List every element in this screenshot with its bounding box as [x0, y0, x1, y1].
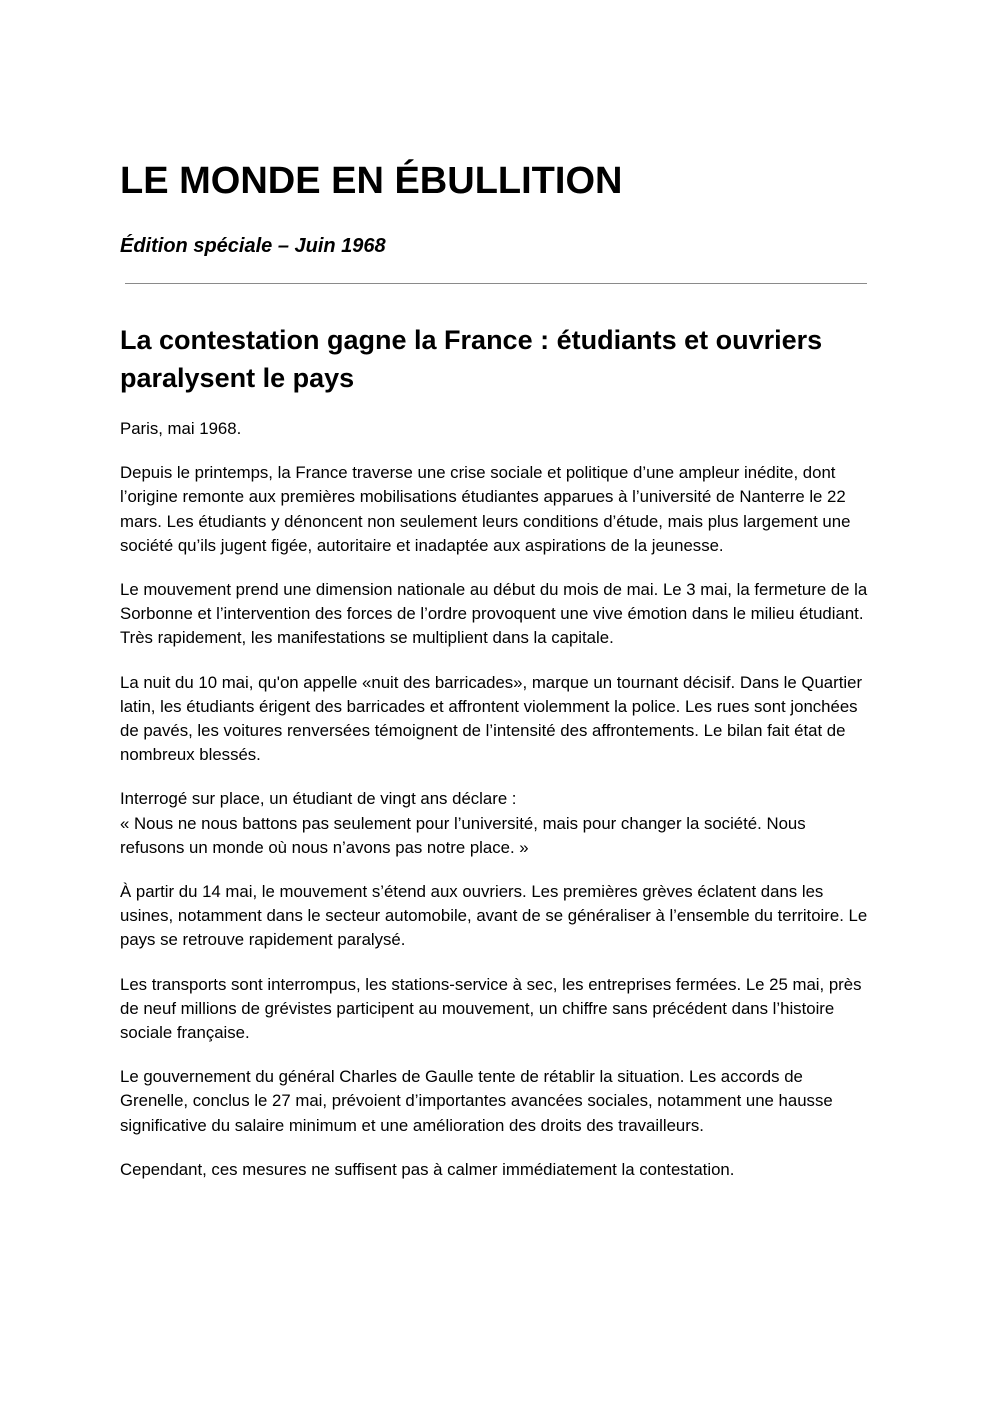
- article-body: [120, 417, 870, 1202]
- article-paragraph: Cependant, ces mesures ne suffisent pas à calmer immédiatement la contestation.: [120, 1159, 735, 1179]
- article-paragraph: Le mouvement prend une dimension nationale au début du mois de mai. Le 3 mai, la fermeture de la Sorbonne et l’intervention des forces de l’ordre provoquent une vive émotion dans le milieu étudiant. Très rapidement, les manifestations se multiplient dans la capitale.: [120, 580, 868, 648]
- article-headline: La contestation gagne la France : étudiants et ouvriers paralysent le pays: [120, 325, 823, 393]
- article-paragraph: Depuis le printemps, la France traverse une crise sociale et politique d’une ampleur inédite, dont l’origine remonte aux premières mobilisations étudiantes apparues à l’université de Nanterre le 22 mars. Les étudiants y dénoncent non seulement leurs conditions d’étude, mais plus largement une société qu’ils jugent figée, autoritaire et inadaptée aux aspirations de la jeunesse.: [120, 463, 851, 555]
- article-paragraph: Les transports sont interrompus, les stations-service à sec, les entreprises fermées. Le 25 mai, près de neuf millions de grévistes participent au mouvement, un chiffre sans précédent dans l’histoire sociale française.: [120, 974, 862, 1043]
- article-paragraph: La nuit du 10 mai, qu'on appelle «nuit des barricades», marque un tournant décisif. Dans le Quartier latin, les étudiants érigent des barricades et affrontent violemment la police. Les rues sont jonchées de pavés, les voitures renversées témoignent de l’intensité des affrontements. Le bilan fait état de nombreux blessés.: [120, 672, 863, 765]
- edition-subtitle: Édition spéciale – Juin 1968: [120, 235, 386, 257]
- article-paragraph: Le gouvernement du général Charles de Gaulle tente de rétablir la situation. Les accords de Grenelle, conclus le 27 mai, prévoient d’importantes avancées sociales, notamment une hausse significative du salaire minimum et une amélioration des droits des travailleurs.: [120, 1067, 833, 1135]
- section-divider: [125, 283, 867, 284]
- article-paragraph-quote: Interrogé sur place, un étudiant de vingt ans déclare : « Nous ne nous battons pas seulement pour l’université, mais pour changer la société. Nous refusons un monde où nous n’avons pas notre place. »: [120, 789, 806, 857]
- masthead-title: LE MONDE EN ÉBULLITION: [120, 160, 623, 202]
- article-paragraph: À partir du 14 mai, le mouvement s’étend aux ouvriers. Les premières grèves éclatent dans les usines, notamment dans le secteur automobile, avant de se généraliser à l’ensemble du territoire. Le pays se retrouve rapidement paralysé.: [120, 882, 868, 950]
- article-paragraph-dateline: Paris, mai 1968.: [120, 419, 242, 438]
